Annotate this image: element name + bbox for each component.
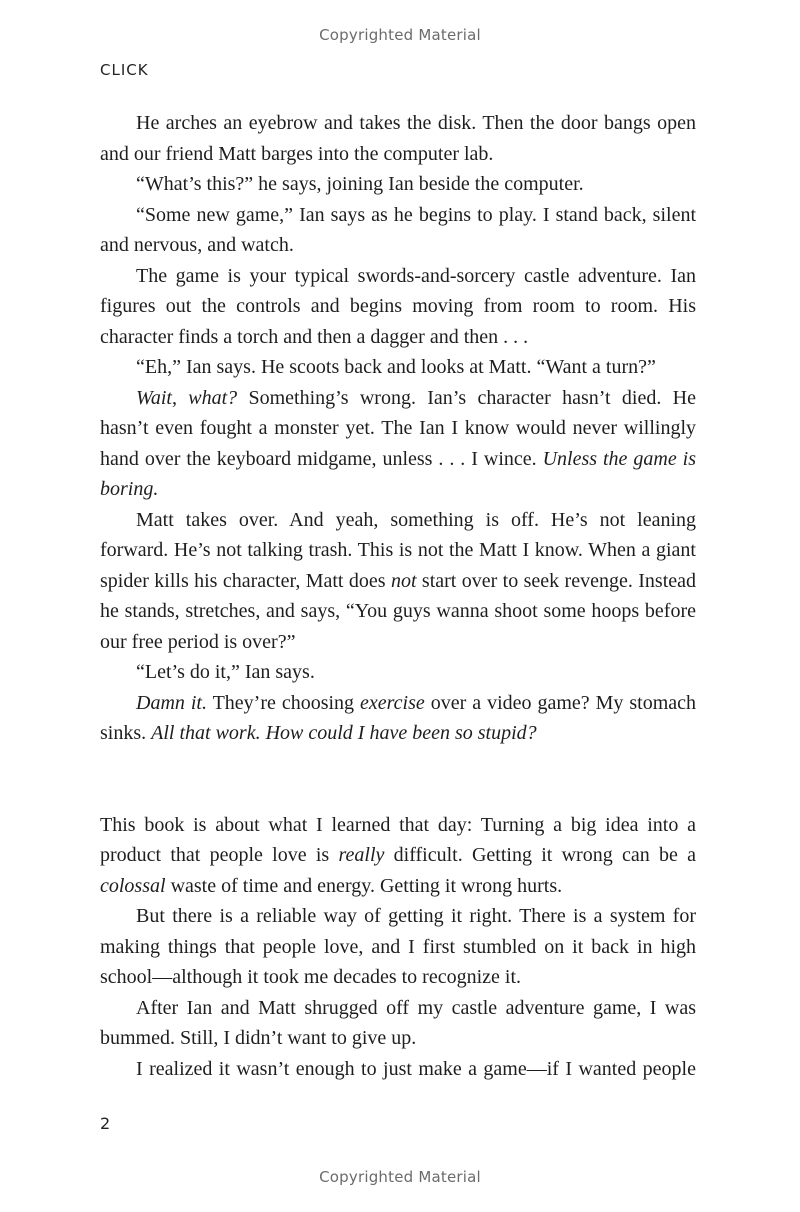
running-head: CLICK xyxy=(100,61,149,79)
text-run: This book is about what I learned that day: Turning a big idea into a product that people love is xyxy=(100,813,696,866)
italic-text: Wait, what? xyxy=(136,386,238,409)
paragraph xyxy=(100,352,696,383)
text-run: But there is a reliable way of getting it right. There is a system for making things that people love, and I first stumbled on it back in high school—although it took me decades to recognize it. xyxy=(100,905,696,988)
paragraph xyxy=(100,810,696,902)
text-run: They’re choosing xyxy=(206,691,360,714)
italic-text: Damn it. xyxy=(136,691,207,714)
text-run: After Ian and Matt shrugged off my castle adventure game, I was bummed. Still, I didn’t want to give up. xyxy=(100,996,696,1049)
paragraph xyxy=(100,383,696,505)
paragraph xyxy=(100,169,696,200)
italic-text: really xyxy=(338,844,385,866)
italic-text: not xyxy=(390,569,417,592)
body-text xyxy=(100,108,696,1084)
paragraph xyxy=(100,657,696,688)
text-run: Something’s wrong. Ian’s character hasn’t died. He hasn’t even fought a monster yet. The Ian I know would never willingly hand over the keyboard midgame, unless . . . I wince. xyxy=(100,386,696,470)
paragraph xyxy=(100,901,696,993)
text-run: I realized it wasn’t enough to just make a game—if I wanted people xyxy=(136,1057,696,1080)
paragraph xyxy=(100,200,696,261)
copyright-notice-bottom: Copyrighted Material xyxy=(319,1168,481,1186)
text-run: waste of time and energy. Getting it wrong hurts. xyxy=(165,874,563,897)
text-run: start over to seek revenge. Instead he stands, stretches, and says, “You guys wanna shoot some hoops before our free period is over?” xyxy=(100,569,697,653)
text-run: “Eh,” Ian says. He scoots back and looks at Matt. “Want a turn?” xyxy=(136,356,656,378)
paragraph xyxy=(100,993,696,1054)
text-run: “Let’s do it,” Ian says. xyxy=(136,661,315,683)
paragraph xyxy=(100,505,696,658)
paragraph xyxy=(100,1054,696,1085)
paragraph xyxy=(100,108,696,169)
italic-text: exercise xyxy=(360,691,425,714)
text-run: Matt takes over. And yeah, something is off. He’s not leaning forward. He’s not talking trash. This is not the Matt I know. When a giant spider kills his character, Matt does xyxy=(100,508,696,592)
italic-text: All that work. How could I have been so stupid? xyxy=(151,722,537,744)
text-run: He arches an eyebrow and takes the disk. Then the door bangs open and our friend Matt barges into the computer lab. xyxy=(100,112,696,165)
text-run: over a video game? My stomach sinks. xyxy=(100,691,696,744)
text-run: “Some new game,” Ian says as he begins to play. I stand back, silent and nervous, and watch. xyxy=(100,203,696,256)
paragraph xyxy=(100,688,696,749)
page-number: 2 xyxy=(100,1114,111,1133)
paragraph xyxy=(100,261,696,353)
text-run: The game is your typical swords-and-sorcery castle adventure. Ian figures out the controls and begins moving from room to room. His character finds a torch and then a dagger and then . . . xyxy=(100,264,696,348)
italic-text: colossal xyxy=(100,874,166,897)
text-run: “What’s this?” he says, joining Ian beside the computer. xyxy=(136,173,584,195)
copyright-notice-top: Copyrighted Material xyxy=(319,26,481,44)
text-run: difficult. Getting it wrong can be a xyxy=(384,844,697,866)
italic-text: Unless the game is boring. xyxy=(100,447,696,500)
